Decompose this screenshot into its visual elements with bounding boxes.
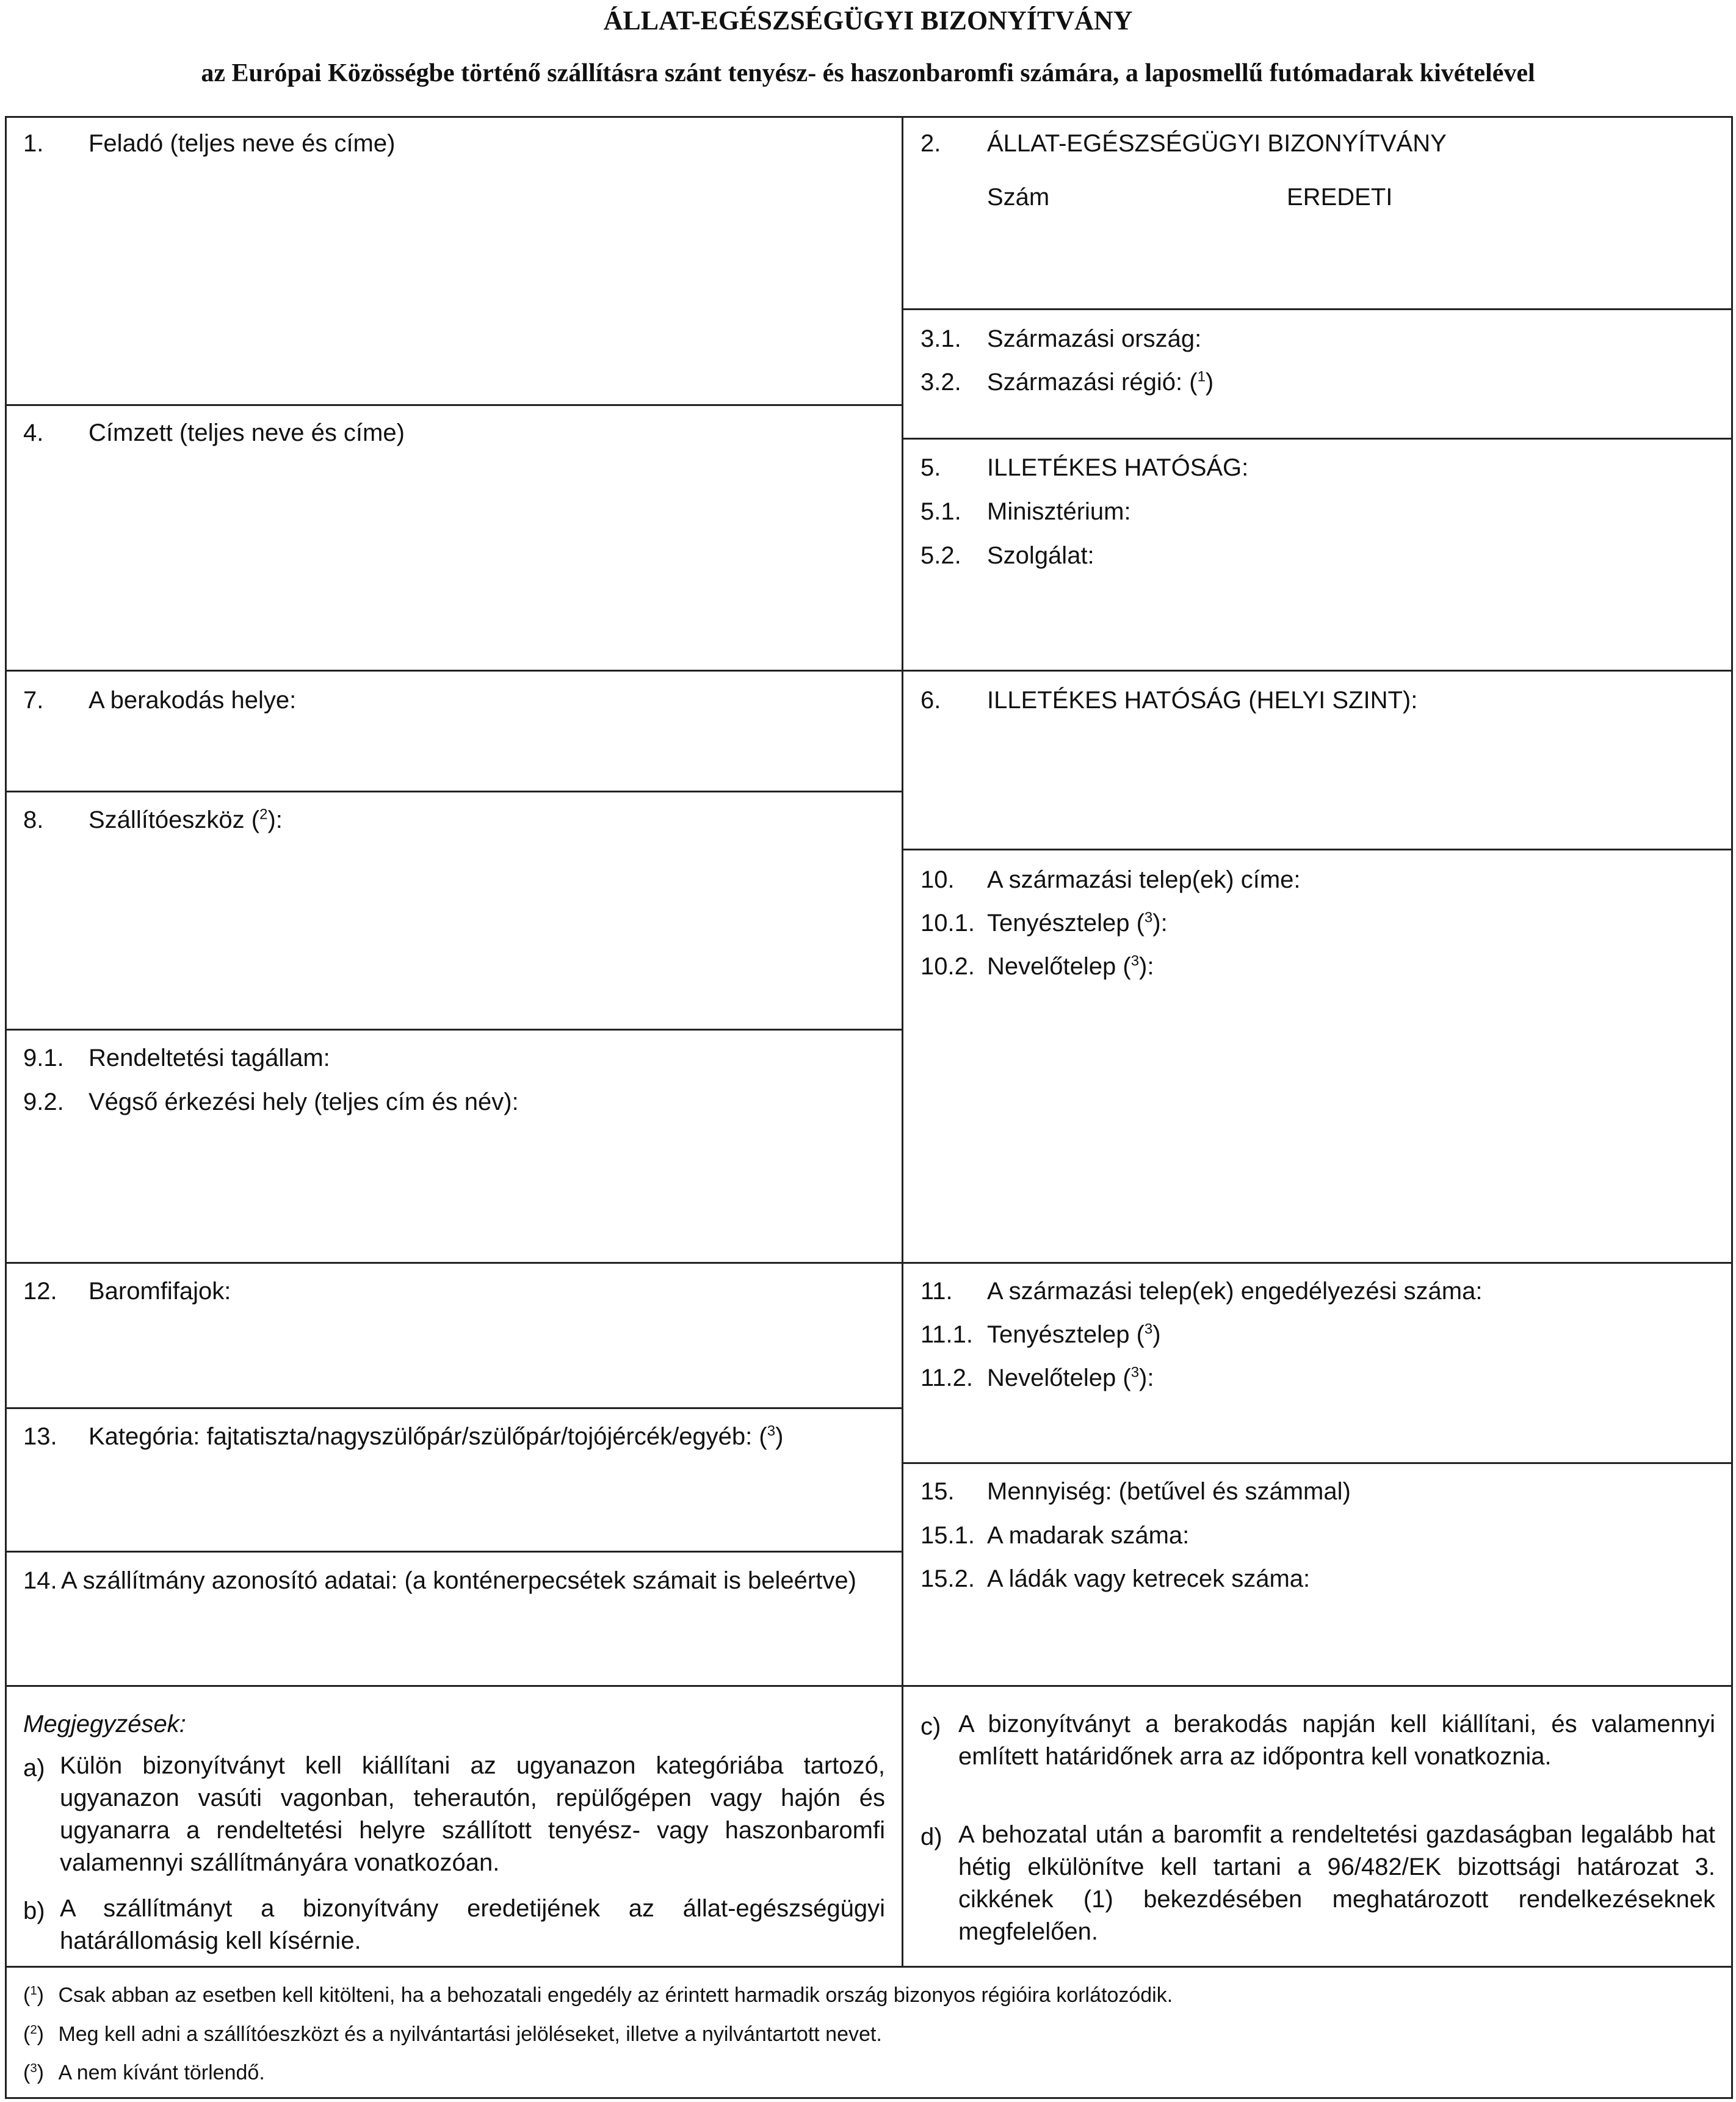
field-number: 11.1. [920,1321,973,1348]
note-letter: b) [23,1897,45,1924]
original-label: EREDETI [1287,184,1393,211]
field-number: 8. [23,806,44,833]
footnote-ref: 1 [1197,368,1206,385]
field-label: Minisztérium: [987,498,1131,525]
field-number: 2. [920,130,941,157]
note-a: Külön bizonyítványt kell kiállítani az ugyanazon kategóriába tartozó, ugyanazon vasúti vagonban, teherautón, repülőgépen vagy hajón és ugyanarra a rendeltetési helyre szállított tenyész- vagy haszonbaromfi valamennyi szállítmányára vonatkozóan. [60,1752,885,1876]
field-number: 3.2. [920,369,961,396]
field-number: 6. [920,687,941,714]
field-label: Nevelőtelep ($^3$): [987,952,1154,980]
footnote-ref: 3 [1144,1321,1153,1338]
field-number: 4. [23,419,44,446]
field-label: Tenyésztelep ($^3$) [987,1321,1161,1348]
field-number: 15. [920,1478,955,1505]
field-label: A származási telep(ek) engedélyezési száma: [987,1278,1483,1305]
field-number: 3.1. [920,325,961,352]
document-title: ÁLLAT-EGÉSZSÉGÜGYI BIZONYÍTVÁNY [603,5,1133,35]
field-number: 5. [920,454,941,481]
field-label: Rendeltetési tagállam: [89,1045,330,1071]
note-b: A szállítmányt a bizonyítvány eredetijének az állat-egészségügyi határállomásig kell kísérnie. [60,1895,885,1954]
field-label: Baromfifajok: [89,1278,231,1305]
number-label: Szám [987,184,1050,211]
field-label: Tenyésztelep ($^3$): [987,909,1168,937]
footnote-ref: 3 [767,1422,776,1440]
field-label: ÁLLAT-EGÉSZSÉGÜGYI BIZONYÍTVÁNY [987,130,1447,157]
note-letter: a) [23,1755,45,1781]
field-number: 10. [920,866,955,893]
field-label: Kategória: fajtatiszta/nagyszülőpár/szülőpár/tojójércék/egyéb: ($^3$) [89,1422,784,1450]
field-number: 15.2. [920,1565,975,1592]
field-label: Mennyiség: (betűvel és számmal) [987,1478,1351,1505]
note-letter: c) [920,1713,941,1740]
note-d: A behozatal után a baromfit a rendeltetési gazdaságban legalább hat hétig elkülönítve kell tartani a 96/482/EK bizottsági határozat 3. cikkének (1) bekezdésében meghatározott rendelkezéseknek megfelelően. [958,1821,1715,1945]
field-number: 7. [23,687,44,714]
field-number: 12. [23,1278,57,1305]
field-label: Nevelőtelep ($^3$): [987,1364,1154,1391]
field-label: A ládák vagy ketrecek száma: [987,1565,1311,1592]
footnote-1: ($^1$) Csak abban az esetben kell kitölteni, ha a behozatali engedély az érintett harmadik ország bizonyos régióira korlátozódik. [23,1984,1173,2007]
footnote-ref: 3 [1144,909,1153,926]
field-label: Szállítóeszköz ($^2$): [89,806,283,833]
field-label: Származási régió: ($^1$) [987,368,1214,396]
footnote-2: ($^2$) Meg kell adni a szállítóeszközt és a nyilvántartási jelöléseket, illetve a nyilvántartott nevet. [23,2023,882,2046]
field-number: 11.2. [920,1364,973,1391]
note-letter: d) [920,1824,942,1850]
field-number: 1. [23,130,44,157]
field-label: A származási telep(ek) címe: [987,866,1301,893]
field-label: A szállítmány azonosító adatai: (a konténerpecsétek számait is beleértve) [61,1567,856,1594]
note-c: A bizonyítványt a berakodás napján kell kiállítani, és valamennyi említett határidőnek arra az időpontra kell vonatkoznia. [958,1711,1715,1770]
field-label: Származási ország: [987,325,1202,352]
field-number: 11. [920,1278,953,1305]
document-subtitle: az Európai Közösségbe történő szállításra szánt tenyész- és haszonbaromfi számára, a laposmellű futómadarak kivételével [201,59,1535,87]
field-number: 14. [23,1567,57,1594]
footnote-3: ($^3$) A nem kívánt törlendő. [23,2061,265,2084]
field-label: Végső érkezési hely (teljes cím és név): [89,1089,519,1115]
field-label: A madarak száma: [987,1522,1190,1549]
footnote-ref: 2 [259,806,268,823]
field-number: 9.2. [23,1089,64,1115]
footnote-ref: 3 [1130,952,1140,969]
field-label: Szolgálat: [987,542,1094,569]
field-number: 10.2. [920,953,975,980]
field-label: ILLETÉKES HATÓSÁG: [987,454,1249,481]
field-number: 10.1. [920,910,975,937]
field-label: Feladó (teljes neve és címe) [89,130,396,157]
field-number: 5.2. [920,542,961,569]
notes-heading: Megjegyzések: [23,1711,186,1738]
field-label: A berakodás helye: [89,687,297,714]
field-label: ILLETÉKES HATÓSÁG (HELYI SZINT): [987,687,1418,714]
footnote-ref: 3 [1130,1364,1140,1381]
field-label: Címzett (teljes neve és címe) [89,419,405,446]
field-number: 9.1. [23,1045,64,1071]
field-number: 15.1. [920,1522,975,1549]
field-number: 5.1. [920,498,961,525]
field-number: 13. [23,1423,57,1450]
